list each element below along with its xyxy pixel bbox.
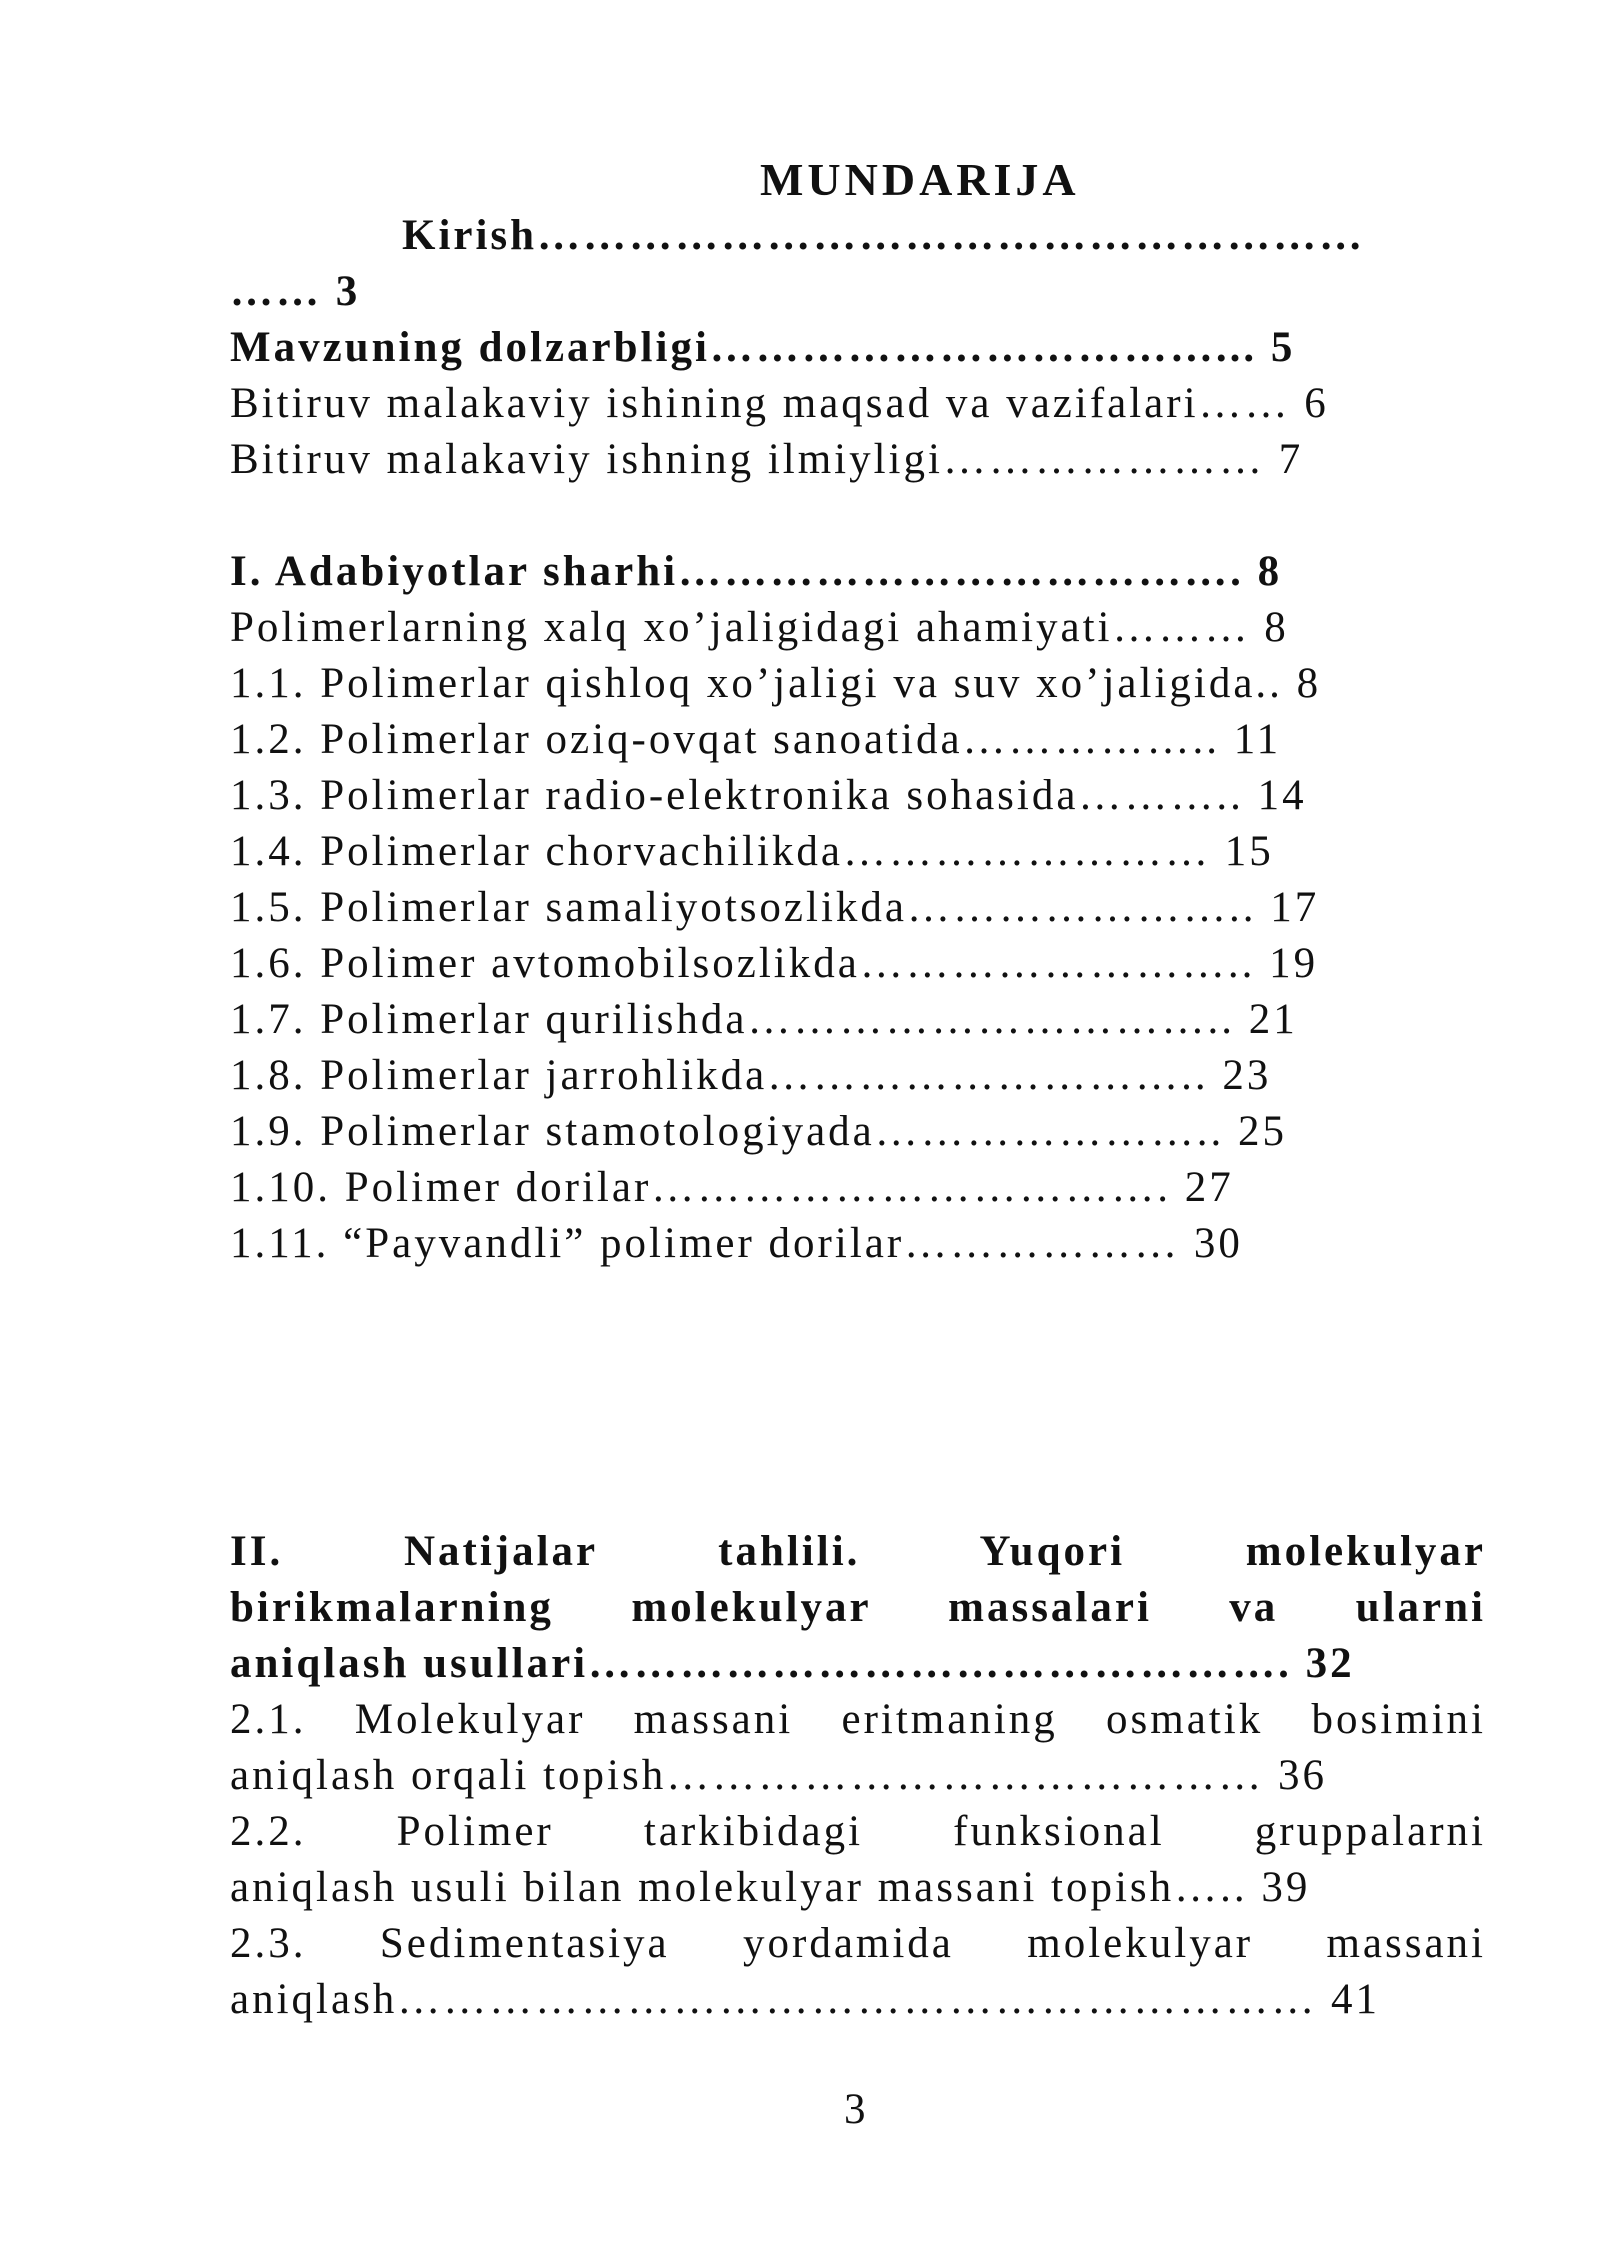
toc-entry-mavzuning-dolzarbligi: Mavzuning dolzarbligi……………………………... 5	[230, 324, 1296, 371]
toc-entry-2-3: 2.3. Sedimentasiya yordamida molekulyar massani	[230, 1920, 1486, 1967]
toc-title: MUNDARIJA	[760, 154, 1080, 205]
toc-entry-2-1-line-2: aniqlash orqali topish………………………………… 36	[230, 1752, 1327, 1799]
page-number: 3	[844, 2086, 866, 2133]
toc-entry-1-5: 1.5. Polimerlar samaliyotsozlikda………………….. 17	[230, 884, 1320, 931]
toc-entry-2-2-line-2: aniqlash usuli bilan molekulyar massani topish….. 39	[230, 1864, 1311, 1911]
toc-entry-1-8: 1.8. Polimerlar jarrohlikda……………………….. 23	[230, 1052, 1272, 1099]
toc-entry-kirish-page: …… 3	[230, 268, 361, 315]
toc-entry-ahamiyati: Polimerlarning xalq xo’jaligidagi ahamiyati……… 8	[230, 604, 1289, 651]
toc-entry-1-3: 1.3. Polimerlar radio-elektronika sohasida……….. 14	[230, 772, 1307, 819]
toc-entry-maqsad-vazifalari: Bitiruv malakaviy ishining maqsad va vazifalari…… 6	[230, 380, 1329, 427]
toc-entry-natijalar-tahlili-line-2: birikmalarning molekulyar massalari va ularni	[230, 1584, 1486, 1631]
toc-entry-adabiyotlar-sharhi: I. Adabiyotlar sharhi………………………………. 8	[230, 548, 1283, 595]
toc-entry-2-3-line-2: aniqlash…………………………………………………… 41	[230, 1976, 1381, 2023]
toc-entry-1-1: 1.1. Polimerlar qishloq xo’jaligi va suv xo’jaligida.. 8	[230, 660, 1322, 707]
toc-entry-1-4: 1.4. Polimerlar chorvachilikda…………………… 15	[230, 828, 1274, 875]
toc-entry-1-7: 1.7. Polimerlar qurilishda………………………….. 21	[230, 996, 1298, 1043]
toc-entry-1-9: 1.9. Polimerlar stamotologiyada………………….. 25	[230, 1108, 1287, 1155]
toc-entry-2-2: 2.2. Polimer tarkibidagi funksional gruppalarni	[230, 1808, 1486, 1855]
toc-entry-natijalar-tahlili-line-3: aniqlash usullari………………………………………. 32	[230, 1640, 1355, 1687]
toc-entry-ilmiyligi: Bitiruv malakaviy ishning ilmiyligi………………… 7	[230, 436, 1304, 483]
toc-entry-1-10: 1.10. Polimer dorilar……………………………. 27	[230, 1164, 1234, 1211]
toc-entry-1-11: 1.11. “Payvandli” polimer dorilar……………… 30	[230, 1220, 1243, 1267]
toc-entry-1-6: 1.6. Polimer avtomobilsozlikda…………………….. 19	[230, 940, 1319, 987]
toc-entry-kirish: Kirish………………………………………………	[402, 212, 1366, 259]
toc-entry-natijalar-tahlili: II. Natijalar tahlili. Yuqori molekulyar	[230, 1528, 1486, 1575]
toc-entry-1-2: 1.2. Polimerlar oziq-ovqat sanoatida…………….. 11	[230, 716, 1282, 763]
toc-entry-2-1: 2.1. Molekulyar massani eritmaning osmatik bosimini	[230, 1696, 1486, 1743]
